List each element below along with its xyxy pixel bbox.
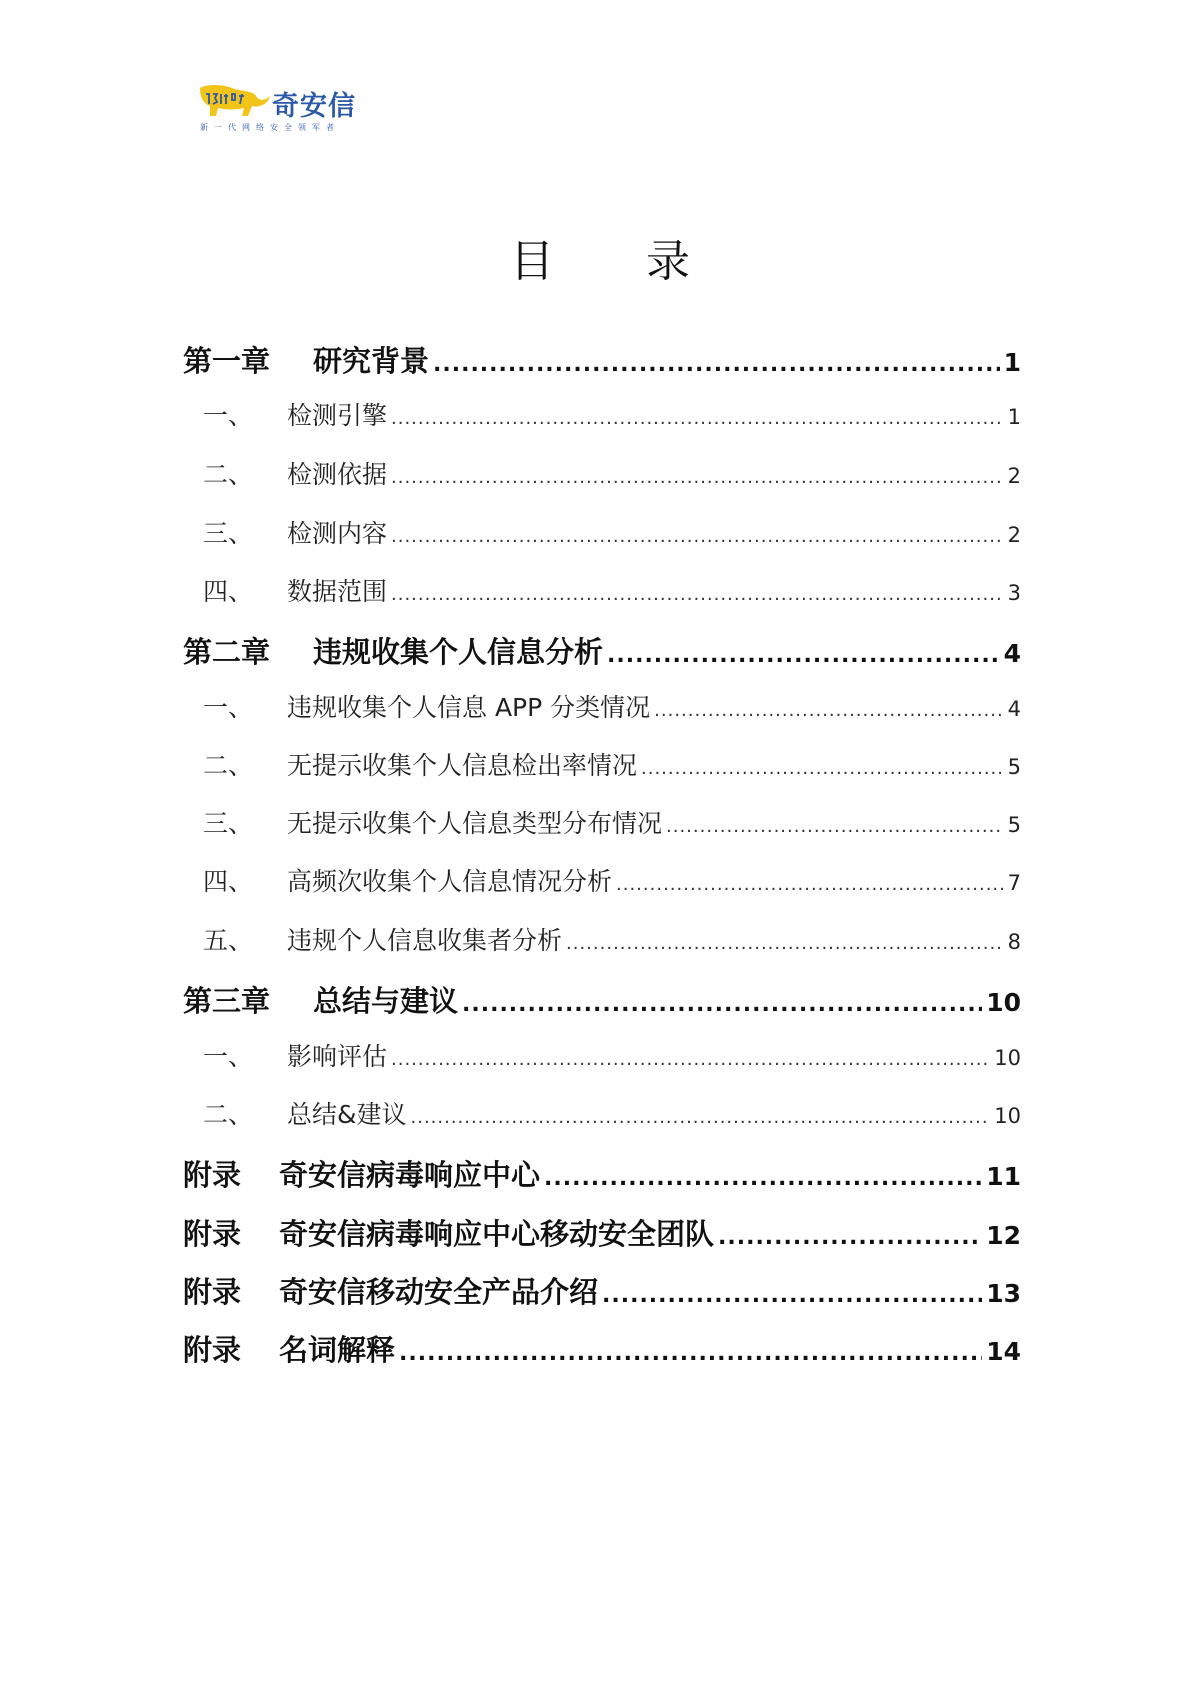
toc-dot-leader: [462, 992, 982, 1017]
toc-entry-number: 三、: [203, 519, 254, 548]
toc-entry-number: 附录: [183, 1275, 242, 1309]
title-char-left: 目: [510, 236, 554, 287]
toc-section-entry[interactable]: [183, 862, 1021, 902]
toc-entry-title: 违规收集个人信息 APP 分类情况: [287, 693, 651, 722]
toc-entry-number: 附录: [183, 1217, 242, 1251]
toc-dot-leader: [391, 526, 1004, 547]
toc-appendix-entry[interactable]: [183, 1328, 1021, 1368]
toc-entry-number: 一、: [203, 1042, 254, 1071]
page-title: [0, 225, 1200, 289]
toc-entry-number: 三、: [203, 809, 254, 838]
toc-section-entry[interactable]: [183, 1037, 1021, 1077]
toc-dot-leader: [411, 1107, 991, 1128]
toc-entry-title: 奇安信病毒响应中心移动安全团队: [279, 1217, 715, 1251]
toc-entry-page: 10: [986, 988, 1021, 1017]
toc-entry-number: 二、: [203, 460, 254, 489]
title-char-right: 录: [646, 236, 690, 287]
toc-entry-page: 1: [1007, 405, 1021, 429]
toc-entry-number: 附录: [183, 1158, 242, 1192]
toc-appendix-entry[interactable]: [183, 1212, 1021, 1252]
toc-entry-page: 1: [1003, 348, 1021, 377]
toc-entry-page: 3: [1007, 581, 1021, 605]
toc-entry-title: 高频次收集个人信息情况分析: [287, 867, 613, 896]
toc-chapter-entry[interactable]: [183, 630, 1021, 670]
toc-dot-leader: [566, 933, 1004, 954]
toc-section-entry[interactable]: [183, 688, 1021, 728]
toc-entry-title: 研究背景: [313, 344, 430, 378]
toc-entry-title: 奇安信移动安全产品介绍: [279, 1275, 599, 1309]
logo-name: 奇安信: [272, 91, 356, 122]
toc-dot-leader: [391, 1049, 990, 1070]
toc-entry-number: 第二章: [183, 635, 271, 669]
toc-section-entry[interactable]: [183, 455, 1021, 495]
toc-dot-leader: [544, 1166, 982, 1191]
toc-section-entry[interactable]: [183, 396, 1021, 436]
toc-entry-page: 5: [1007, 813, 1021, 837]
toc-entry-title: 总结与建议: [313, 984, 459, 1018]
toc-entry-title: 违规收集个人信息分析: [313, 635, 604, 669]
toc-entry-page: 11: [986, 1162, 1021, 1191]
logo-tagline: 新一代网络安全领军者: [200, 123, 340, 132]
toc-entry-title: 总结&建议: [287, 1100, 407, 1129]
toc-appendix-entry[interactable]: [183, 1270, 1021, 1310]
toc-entry-number: 五、: [203, 926, 254, 955]
toc-entry-page: 12: [986, 1221, 1021, 1250]
toc-dot-leader: [616, 874, 1004, 895]
toc-entry-page: 10: [994, 1104, 1021, 1128]
toc-entry-page: 2: [1007, 523, 1021, 547]
toc-entry-page: 2: [1007, 464, 1021, 488]
toc-dot-leader: [666, 816, 1004, 837]
toc-entry-page: 7: [1007, 871, 1021, 895]
toc-chapter-entry[interactable]: [183, 339, 1021, 379]
toc-dot-leader: [607, 643, 1000, 668]
toc-dot-leader: [602, 1283, 982, 1308]
company-logo: [196, 78, 396, 138]
toc-entry-title: 无提示收集个人信息检出率情况: [287, 751, 638, 780]
toc-entry-number: 一、: [203, 401, 254, 430]
toc-section-entry[interactable]: [183, 572, 1021, 612]
toc-dot-leader: [391, 584, 1004, 605]
toc-dot-leader: [641, 758, 1004, 779]
toc-entry-title: 检测依据: [287, 460, 388, 489]
toc-dot-leader: [399, 1341, 982, 1366]
toc-section-entry[interactable]: [183, 514, 1021, 554]
toc-entry-title: 无提示收集个人信息类型分布情况: [287, 809, 663, 838]
toc-entry-page: 10: [994, 1046, 1021, 1070]
toc-entry-number: 四、: [203, 867, 254, 896]
toc-entry-page: 13: [986, 1279, 1021, 1308]
logo-mark-icon: [196, 82, 272, 120]
toc-entry-number: 附录: [183, 1333, 242, 1367]
toc-entry-page: 5: [1007, 755, 1021, 779]
toc-entry-title: 检测内容: [287, 519, 388, 548]
toc-dot-leader: [718, 1225, 982, 1250]
toc-dot-leader: [654, 700, 1003, 721]
toc-entry-number: 一、: [203, 693, 254, 722]
toc-entry-title: 影响评估: [287, 1042, 388, 1071]
toc-chapter-entry[interactable]: [183, 979, 1021, 1019]
toc-entry-title: 数据范围: [287, 577, 388, 606]
toc-entry-page: 4: [1007, 697, 1021, 721]
toc-dot-leader: [391, 467, 1004, 488]
toc-entry-title: 违规个人信息收集者分析: [287, 926, 563, 955]
toc-entry-title: 奇安信病毒响应中心: [279, 1158, 541, 1192]
toc-entry-page: 8: [1007, 930, 1021, 954]
toc-section-entry[interactable]: [183, 1095, 1021, 1135]
toc-section-entry[interactable]: [183, 804, 1021, 844]
toc-entry-page: 14: [986, 1337, 1021, 1366]
toc-entry-number: 四、: [203, 577, 254, 606]
toc-entry-page: 4: [1003, 639, 1021, 668]
toc-entry-number: 第三章: [183, 984, 271, 1018]
toc-entry-number: 第一章: [183, 344, 271, 378]
toc-entry-number: 二、: [203, 751, 254, 780]
toc-dot-leader: [391, 408, 1004, 429]
toc-appendix-entry[interactable]: [183, 1153, 1021, 1193]
toc-entry-title: 名词解释: [279, 1333, 396, 1367]
toc-entry-number: 二、: [203, 1100, 254, 1129]
toc-section-entry[interactable]: [183, 921, 1021, 961]
toc-entry-title: 检测引擎: [287, 401, 388, 430]
toc-section-entry[interactable]: [183, 746, 1021, 786]
toc-dot-leader: [433, 352, 1000, 377]
